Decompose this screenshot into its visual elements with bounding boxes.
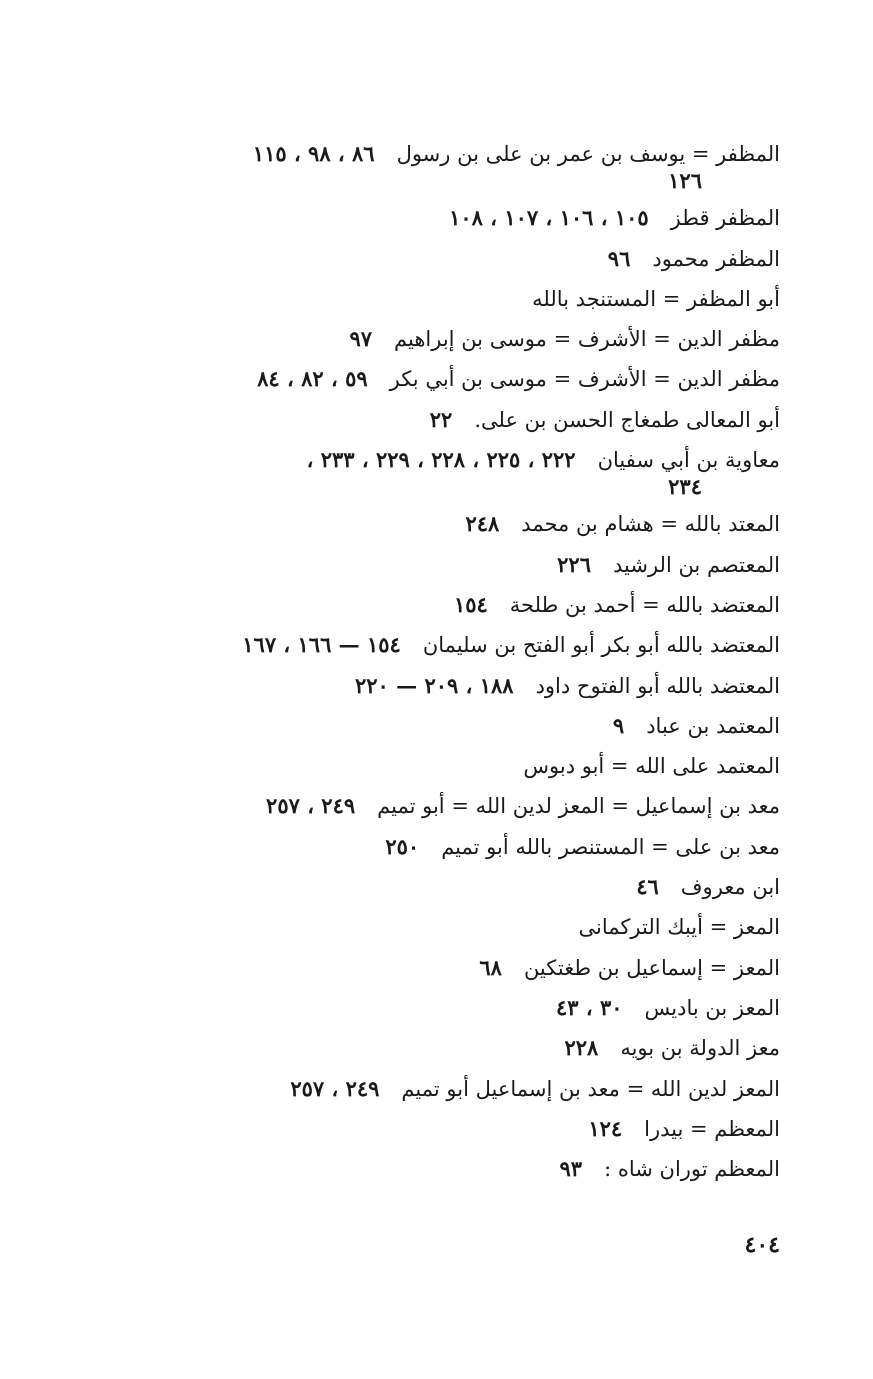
entry-name: المعظم = بيدرا [644,1116,780,1141]
entry-pages: ٦٨ [479,954,502,980]
entry-name: معد بن إسماعيل = المعز لدين الله = أبو تميم [377,794,780,819]
page-number: ٤٠٤ [744,1232,780,1258]
index-entry [100,400,780,440]
entry-pages: ٢٢٢ ، ٢٢٥ ، ٢٢٨ ، ٢٢٩ ، ٢٣٣ ، [306,447,576,473]
entry-name: مظفر الدين = الأشرف = موسى بن أبي بكر [389,367,780,392]
entry-pages: ٢٤٩ ، ٢٥٧ [266,793,356,819]
entry-pages: ٤٦ [636,874,659,900]
index-entry [100,625,780,665]
entry-name: ابن معروف [680,875,780,900]
entry-pages: ٥٩ ، ٨٢ ، ٨٤ [257,366,368,392]
index-entry [100,786,780,826]
entry-pages: ١٨٨ ، ٢٠٩ — ٢٢٠ [355,672,514,698]
entry-pages: ٢٢٦ [557,551,591,577]
index-entry [100,746,780,786]
index-entry [100,319,780,359]
entry-pages: ٩ [612,712,625,738]
entry-name: المعز لدين الله = معد بن إسماعيل أبو تميم [401,1076,780,1101]
entry-name: معد بن على = المستنصر بالله أبو تميم [441,834,780,859]
entry-pages: ١٢٤ [588,1115,623,1141]
entry-name: المعتمد على الله = أبو دبوس [523,754,780,779]
entry-pages: ٢٣٤ [668,474,702,500]
entry-pages: ٢٤٩ ، ٢٥٧ [290,1075,380,1101]
entry-pages: ٢٤٨ [465,511,500,537]
index-entry [100,948,780,988]
entry-pages: ٩٦ [607,245,631,271]
entry-name: المظفر محمود [652,246,780,271]
index-entry [100,279,780,319]
entry-name: المعز بن باديس [644,995,780,1020]
entry-name: المعتصم بن الرشيد [613,552,780,577]
entry-name: المعتضد بالله أبو بكر أبو الفتح بن سليمان [422,633,780,658]
index-entry [100,867,780,907]
entry-name: المعظم توران شاه : [604,1157,780,1182]
entry-pages: ٢٢٨ [564,1035,599,1061]
index-entry [100,1069,780,1109]
entry-pages: ٩٧ [349,326,373,352]
index-entry [100,1149,780,1189]
entry-name: المعز = أيبك التركمانى [578,915,780,940]
entry-pages: ٨٦ ، ٩٨ ، ١١٥ [252,141,375,166]
index-entry [100,359,780,399]
entry-name: أبو المعالى طمغاج الحسن بن على. [474,407,780,432]
entry-name: مظفر الدين = الأشرف = موسى بن إبراهيم [394,327,780,352]
entry-pages: ١٠٥ ، ١٠٦ ، ١٠٧ ، ١٠٨ [449,205,649,231]
index-entry [100,907,780,947]
index-entry [100,666,780,706]
entry-name: المعتمد بن عباد [646,713,780,738]
entry-pages: ١٢٦ [668,168,702,194]
entry-name: المعتد بالله = هشام بن محمد [521,512,780,537]
index-entry [100,988,780,1028]
entry-name: أبو المظفر = المستنجد بالله [532,286,780,311]
entry-name: المعز = إسماعيل بن طغتكين [523,955,780,980]
entry-pages: ٩٣ [559,1156,583,1182]
index-entry [100,585,780,625]
entry-name: المظفر = يوسف بن عمر بن على بن رسول [396,142,780,166]
index-entry [100,504,780,544]
index-entry [100,1028,780,1068]
index-entry [100,827,780,867]
entry-name: المعتضد بالله أبو الفتوح داود [535,673,780,698]
entry-pages: ١٥٤ [453,591,488,617]
entry-pages: ٢٢ [429,406,453,432]
entry-name: معز الدولة بن بويه [620,1036,780,1061]
index-entry [100,706,780,746]
index-entry [100,198,780,238]
index-entry [100,239,780,279]
entry-pages: ٢٥٠ [385,833,420,859]
entry-pages: ٣٠ ، ٤٣ [555,994,623,1020]
entry-pages: ١٥٤ — ١٦٦ ، ١٦٧ [242,632,401,658]
entry-name: معاوية بن أبي سفيان [597,448,780,473]
index-list [100,134,780,1189]
entry-name: المظفر قطز [670,206,780,231]
entry-name: المعتضد بالله = أحمد بن طلحة [509,592,780,617]
index-entry [100,545,780,585]
index-entry [100,1109,780,1149]
